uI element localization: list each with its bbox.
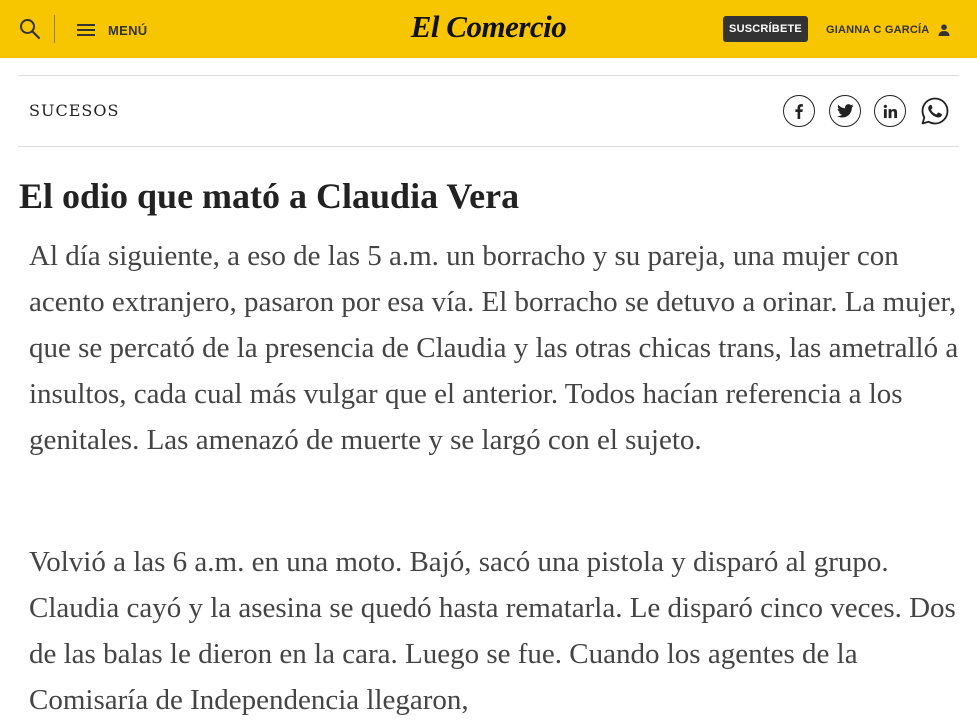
person-icon [937, 23, 951, 37]
article-paragraph: Al día siguiente, a eso de las 5 a.m. un borracho y su pareja, una mujer con acento extranjero, pasaron por esa vía. El borracho se detuvo a orinar. La mujer, que se percató de la presencia de Claudia y las otras chicas trans, las ametralló a insultos, cada cual más vulgar que el anterior. Todos hacían referencia a los genitales. Las amenazó de muerte y se largó con el sujeto. [29, 240, 959, 456]
user-name: GIANNA C GARCÍA [826, 24, 930, 36]
top-divider [18, 75, 959, 76]
share-linkedin-button[interactable] [874, 95, 906, 127]
menu-label: MENÚ [108, 22, 148, 38]
share-whatsapp-button[interactable] [919, 95, 951, 127]
twitter-icon [837, 104, 854, 118]
site-header [0, 0, 977, 58]
article-paragraph: Volvió a las 6 a.m. en una moto. Bajó, sacó una pistola y disparó al grupo. Claudia cayó y la asesina se quedó hasta rematarla. Le disparó cinco veces. Dos de las balas le dieron en la cara. Luego se fue. Cuando los agentes de la Comisaría de Independencia llegaron, [29, 546, 956, 716]
article-title: El odio que mató a Claudia Vera [19, 176, 520, 216]
whatsapp-icon [920, 96, 950, 126]
section-label[interactable]: SUCESOS [29, 101, 120, 120]
share-facebook-button[interactable] [783, 95, 815, 127]
site-logo[interactable]: El Comercio [410, 9, 567, 44]
share-twitter-button[interactable] [829, 95, 861, 127]
linkedin-icon [883, 104, 898, 119]
section-divider [18, 146, 959, 147]
subscribe-button[interactable]: SUSCRÍBETE [723, 16, 808, 42]
user-account[interactable] [826, 17, 951, 43]
facebook-icon [792, 103, 806, 119]
